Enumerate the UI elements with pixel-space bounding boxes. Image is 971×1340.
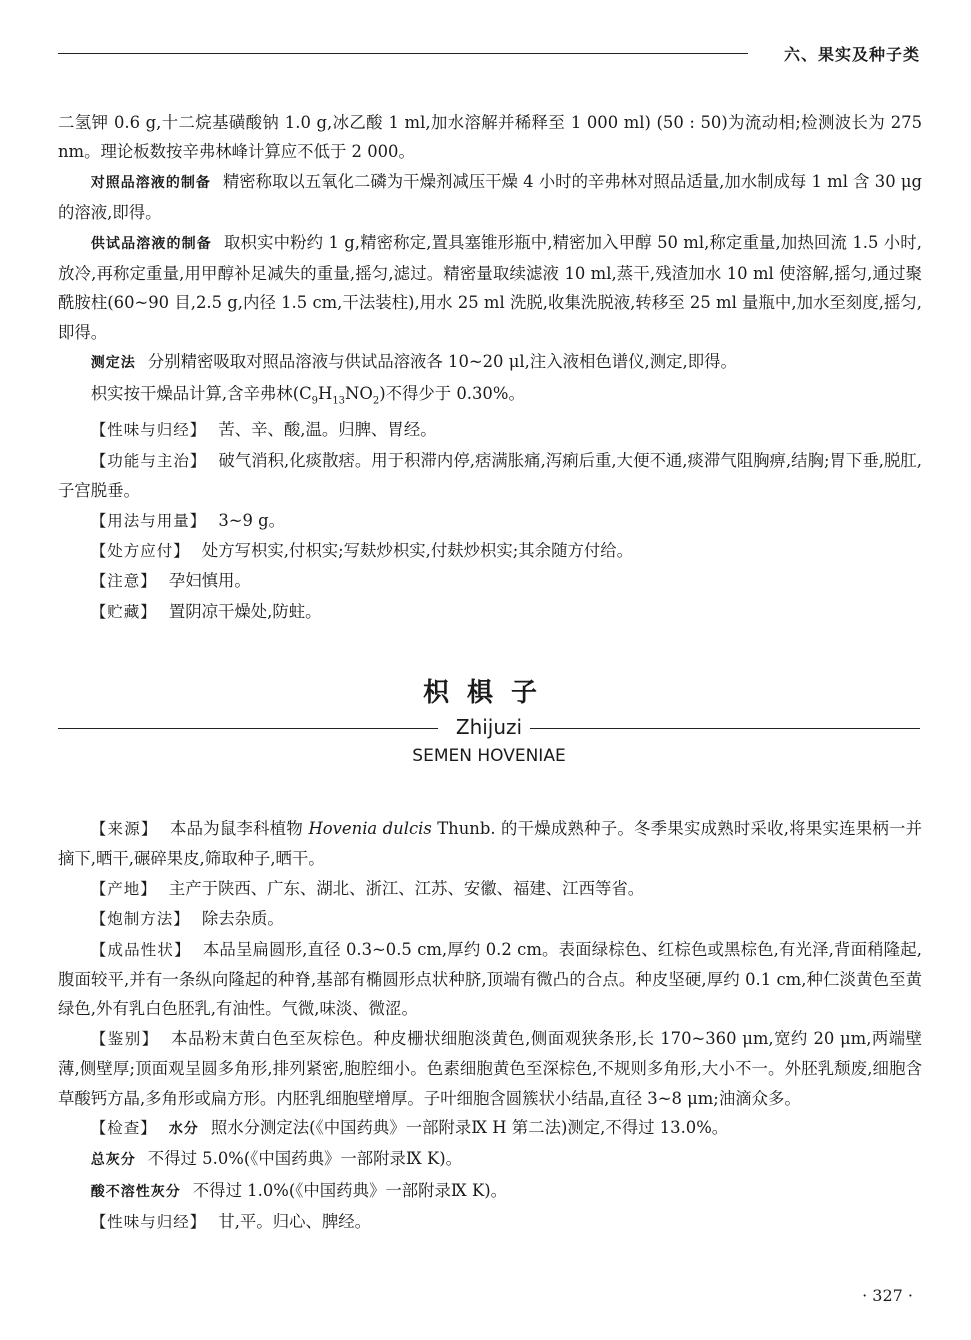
- label-water: 水分: [168, 1121, 199, 1138]
- label-characters: 【成品性状】: [90, 940, 191, 959]
- pinyin-rule-right: [530, 728, 920, 729]
- label-usage: 【用法与用量】: [90, 511, 207, 530]
- paragraph-mobile-phase: 二氢钾 0.6 g,十二烷基磺酸钠 1.0 g,冰乙酸 1 ml,加水溶解并稀释至 1 000 ml) (50 : 50)为流动相;检测波长为 275 nm。理论板数按辛弗林峰计算应不低于 2 000。: [58, 113, 923, 162]
- paragraph-characters: 【成品性状】 本品呈扁圆形,直径 0.3~0.5 cm,厚约 0.2 cm。表面绿棕色、红棕色或黑棕色,有光泽,背面稍隆起,腹面较平,并有一条纵向隆起的种脊,基部有椭圆形点状种脐,顶端有微凸的合点。种皮坚硬,厚约 0.1 cm,种仁淡黄色至黄绿色,外有乳白色胚乳,有油性。气微,味淡、微涩。: [58, 939, 922, 1019]
- page-number: · 327 ·: [862, 1286, 913, 1305]
- paragraph-identification: 【鉴别】 本品粉末黄白色至灰棕色。种皮栅状细胞淡黄色,侧面观狭条形,长 170~360 μm,宽约 20 μm,两端壁薄,侧壁厚;顶面观呈圆多角形,排列紧密,胞腔细小。色素细胞黄色至深棕色,不规则多角形,大小不一。外胚乳颓废,细胞含草酸钙方晶,多角形或扁方形。内胚乳细胞壁增厚。子叶细胞含圆簇状小结晶,直径 3~8 μm;油滴众多。: [58, 1028, 922, 1108]
- label-prescription: 【处方应付】: [90, 541, 190, 560]
- species-name: Hovenia dulcis: [308, 819, 432, 838]
- label-test-solution: 供试品溶液的制备: [90, 235, 212, 252]
- entry-pinyin: Zhijuzi: [455, 715, 523, 739]
- label-check: 【检查】: [90, 1119, 157, 1138]
- paragraph-usage: 【用法与用量】 3~9 g。: [90, 510, 285, 530]
- label-acid-ash: 酸不溶性灰分: [90, 1183, 181, 1200]
- paragraph-source: 【来源】 本品为鼠李科植物 Hovenia dulcis Thunb. 的干燥成熟种子。冬季果实成熟时采收,将果实连果柄一并摘下,晒干,碾碎果皮,筛取种子,晒干。: [58, 819, 922, 869]
- paragraph-method: 测定法 分别精密吸取对照品溶液与供试品溶液各 10~20 μl,注入液相色谱仪,测定,即得。: [90, 352, 737, 372]
- paragraph-caution: 【注意】 孕妇慎用。: [90, 571, 251, 591]
- paragraph-prescription: 【处方应付】 处方写枳实,付枳实;写麸炒枳实,付麸炒枳实;其余随方付给。: [90, 540, 634, 560]
- running-header: [58, 36, 920, 76]
- paragraph-total-ash: 总灰分 不得过 5.0%(《中国药典》一部附录Ⅸ K)。: [90, 1149, 462, 1169]
- label-caution: 【注意】: [90, 572, 157, 591]
- entry-title: 枳椇子: [422, 678, 555, 708]
- entry-heading: [58, 672, 920, 766]
- paragraph-acid-ash: 酸不溶性灰分 不得过 1.0%(《中国药典》一部附录Ⅸ K)。: [90, 1180, 507, 1200]
- label-source: 【来源】: [90, 820, 158, 838]
- paragraph-function: 【功能与主治】 破气消积,化痰散痞。用于积滞内停,痞满胀痛,泻痢后重,大便不通,痰滞气阻胸痹,结胸;胃下垂,脱肛,子宫脱垂。: [58, 450, 922, 501]
- paragraph-test-solution: 供试品溶液的制备 取枳实中粉约 1 g,精密称定,置具塞锥形瓶中,精密加入甲醇 50 ml,称定重量,加热回流 1.5 小时,放冷,再称定重量,用甲醇补足减失的重量,摇匀,滤过。精密量取续滤液 10 ml,蒸干,残渣加水 10 ml 使溶解,摇匀,通过聚酰胺柱(60~90 目,2.5 g,内径 1.5 cm,干法装柱),用水 25 ml 洗脱,收集洗脱液,转移至 25 ml 量瓶中,加水至刻度,摇匀,即得。: [58, 232, 923, 342]
- pinyin-rule-left: [58, 728, 438, 729]
- paragraph-nature: 【性味与归经】 苦、辛、酸,温。归脾、胃经。: [90, 420, 437, 440]
- label-total-ash: 总灰分: [90, 1152, 136, 1169]
- paragraph-content: 枳实按干燥品计算,含辛弗林$(C_9H_{13}NO_2)$不得少于 0.30%。: [90, 383, 525, 406]
- label-nature: 【性味与归经】: [90, 421, 207, 440]
- section-title: 六、果实及种子类: [783, 45, 920, 64]
- header-rule: [58, 53, 748, 54]
- paragraph-nature-2: 【性味与归经】 甘,平。归心、脾经。: [90, 1212, 372, 1232]
- paragraph-processing: 【炮制方法】 除去杂质。: [90, 909, 284, 929]
- label-function: 【功能与主治】: [90, 451, 207, 470]
- label-method: 测定法: [90, 355, 136, 372]
- label-identification: 【鉴别】: [90, 1029, 159, 1048]
- entry-latin-name: SEMEN HOVENIAE: [412, 746, 566, 766]
- label-nature-2: 【性味与归经】: [90, 1213, 207, 1232]
- main-text-part2: [58, 814, 922, 1238]
- paragraph-check-water: 【检查】 水分 照水分测定法(《中国药典》一部附录Ⅸ H 第二法)测定,不得过 13.0%。: [90, 1118, 729, 1138]
- paragraph-origin: 【产地】 主产于陕西、广东、湖北、浙江、江苏、安徽、福建、江西等省。: [90, 878, 645, 898]
- paragraph-reference-solution: 对照品溶液的制备 精密称取以五氧化二磷为干燥剂减压干燥 4 小时的辛弗林对照品适量,加水制成每 1 ml 含 30 μg 的溶液,即得。: [58, 171, 922, 223]
- label-processing: 【炮制方法】: [90, 910, 190, 929]
- label-origin: 【产地】: [90, 879, 157, 898]
- pinyin-row: [58, 712, 920, 742]
- main-text-part1: [58, 108, 922, 627]
- paragraph-storage: 【贮藏】 置阴凉干燥处,防蛀。: [90, 601, 322, 621]
- label-reference-solution: 对照品溶液的制备: [90, 174, 211, 191]
- label-storage: 【贮藏】: [90, 602, 157, 621]
